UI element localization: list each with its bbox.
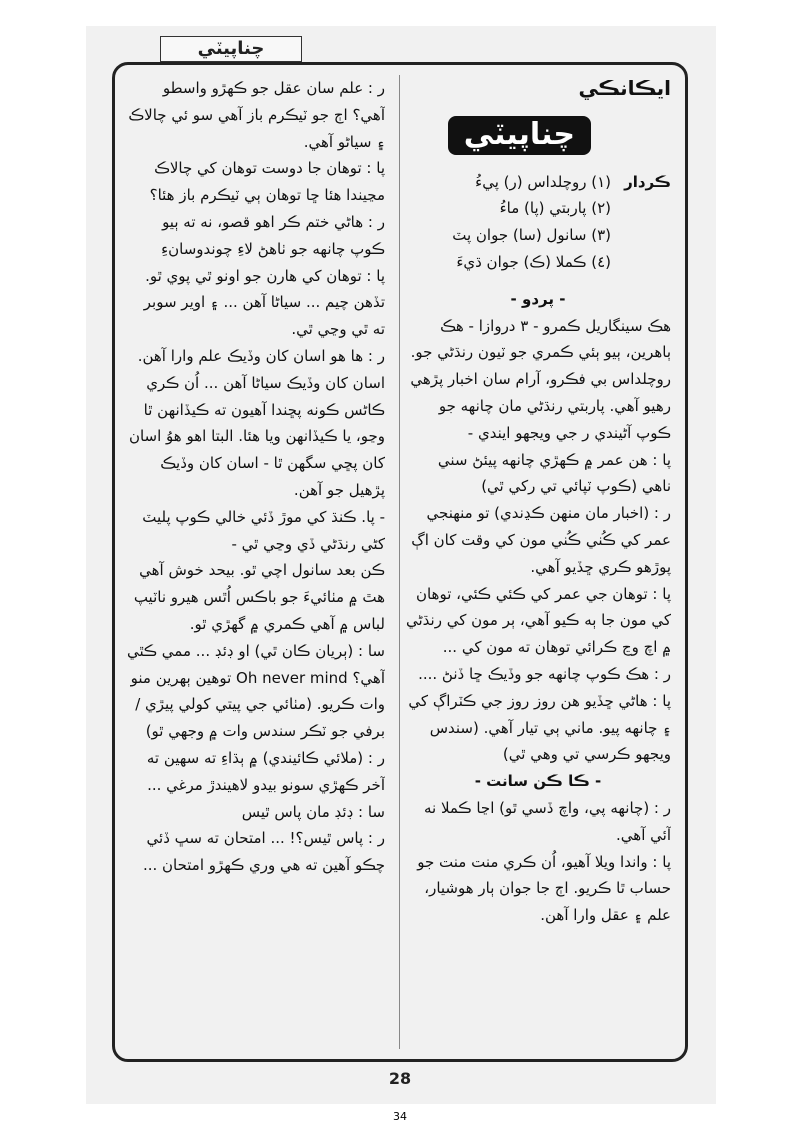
cast-item: (٢) پاربتي (پا) ماءُ (499, 199, 611, 218)
dialogue-line: ر : علم سان عقل جو ڪهڙو واسطو آهي؟ اڄ جو ٽيڪرم باز آهي سو ئي چالاڪ ۽ سياڻو آهي. (128, 79, 385, 151)
dialogue-line: ر : (اخبار مان منهن ڪڍندي) تو منهنجي عمر کي ڪُني ڪُني مون کي وقت کان اڳ پوڙهو ڪري ڇڏيو آهي. (411, 504, 671, 576)
cast-item: (٤) ڪملا (ڪ) جوان ڌيءَ (456, 252, 611, 271)
dialogue-line: روچلداس بي فڪرو، آرام سان اخبار پڙهي رهيو آهي. پاربتي رنڌڻي مان چانهه جو ڪوپ آڻيندي ر جي ويجهو ايندي - (410, 370, 671, 442)
dialogue-line: ر : هڪ ڪوپ چانهه جو وڏيڪ ڇا ڏنڻ .... (418, 664, 671, 683)
cast-heading: ڪردار (624, 172, 671, 191)
dialogue-line: پا : توهان کي هارن جو اونو ٿي پوي ٿو. تڏهن چيم ... سياڻا آهن ... ۽ اوير سوبر ته ٿي وڃي ٿي. (143, 266, 385, 339)
cast-item: (٣) سانول (سا) جوان پٽ (452, 226, 611, 245)
stage-direction: ڪن بعد سانول اچي ٿو. بيحد خوش آهي هٿ ۾ مٺائيءَ جو باڪس اُٿس هيرو ناٽيپ لباس ۾ آهي ڪمري ۾ گهڙي ٿو. (133, 561, 385, 633)
dialogue-line: پا : توهان جا دوست توهان کي چالاڪ مڃيندا هئا ڇا توهان ٻي ٽيڪرم باز هئا؟ (149, 159, 385, 205)
cast-item: (١) روچلداس (ر) پيءُ (475, 172, 611, 191)
curtain-label: - پردو - (510, 289, 566, 308)
left-column (127, 75, 385, 1049)
stage-direction: - پا. ڪنڌ کي موڙ ڏئي خالي ڪوپ پليٽ کڻي رنڌڻي ڏي وڃي ٿي - (142, 507, 385, 553)
dialogue-line: سا : ڊئڊ مان پاس ٿيس (241, 802, 385, 821)
dialogue-line: ر : هاڻي ختم ڪر اهو قصو، نه ته ٻيو ڪوپ چانهه جو ٺاهڻ لاءِ چوندوسانءِ (161, 212, 385, 258)
column-divider (399, 75, 400, 1049)
page-number: 28 (388, 1069, 412, 1088)
dialogue-line: ر : (چانهه پي، واچ ڏسي ٿو) اڃا ڪملا نه آئي آهي. (423, 798, 671, 844)
dialogue-line: پا : هاڻي ڇڏيو هن روز روز جي ڪٽراڳ کي ۽ چانهه پيو. ماني ٻي تيار آهي. (سندس ويجهو ڪرسي تي وهي ٿي) (408, 691, 671, 764)
dialogue-line: ر : (ملائي ڪائيندي) ۾ ٻڌاءِ ته سهين ته آخر ڪهڙي سونو بيدو لاهيندڙ مرغي ... (146, 748, 385, 794)
page-frame (112, 62, 688, 1062)
cast-list (405, 169, 671, 276)
running-title: چناپيٽي (160, 36, 302, 62)
dialogue-line: پا : واندا ويلا آهيو، اُن ڪري منت منت جو حساب ٿا ڪريو. اڄ جا جوان ٻار هوشيار، علم ۽ عقل وارا آهن. (417, 852, 671, 925)
dialogue-line: پا : توهان جي عمر کي ڪئي ڪئي، توهان کي مون جا ٻه ڪيو آهي، ٻر مون کي رنڌڻي ۾ اچ وڃ ڪرائي توهان ته مون کي ... (406, 584, 671, 657)
dialogue-line: ر : ها هو اسان کان وڏيڪ علم وارا آهن. اسان کان وڏيڪ سياڻا آهن ... اُن ڪري ڪاڻس ڪونه پڇندا آهيون ته ڪيڏانهن ٿا وڃو، يا ڪيڏانهن ويا هئا. البتا اهو هوُ اسان کان پڇي سگهن ٿا - اسان کان وڏيڪ پڙهيل جو آهن. (128, 346, 385, 499)
dialogue-line: ر : پاس ٿيس؟! ... امتحان ته سڀ ڏئي چڪو آهين ته هي وري ڪهڙو امتحان ... (142, 829, 385, 875)
sheet-number: 34 (393, 1110, 407, 1123)
dialogue-line: پا : هن عمر ۾ ڪهڙي چانهه پيئڻ سني ناهي (ڪوپ ٽپائي تي رکي ٿي) (437, 450, 671, 496)
stage-direction: - ڪا ڪن سانت - (474, 772, 602, 791)
section-label: ايڪانڪي (578, 76, 671, 100)
dialogue-line: سا : (ٻريان ڪان ٿي) او ڊئڊ ... ممي ڪٿي آهي؟ Oh never mind توهين ٻهرين منو وات ڪريو. (مٺائي جي پيتي کولي پيڙي / برفي جو ٽڪر سندس وات ۾ وجهي ٿو) (127, 641, 385, 741)
play-title: چناپيٽي (448, 116, 591, 155)
dialogue-line: هڪ سينگاريل ڪمرو - ٣ دروازا - هڪ ٻاهرين، ٻيو ٻئي ڪمري جو ٽيون رنڌڻي جو. (410, 316, 671, 362)
right-column (405, 75, 671, 1049)
